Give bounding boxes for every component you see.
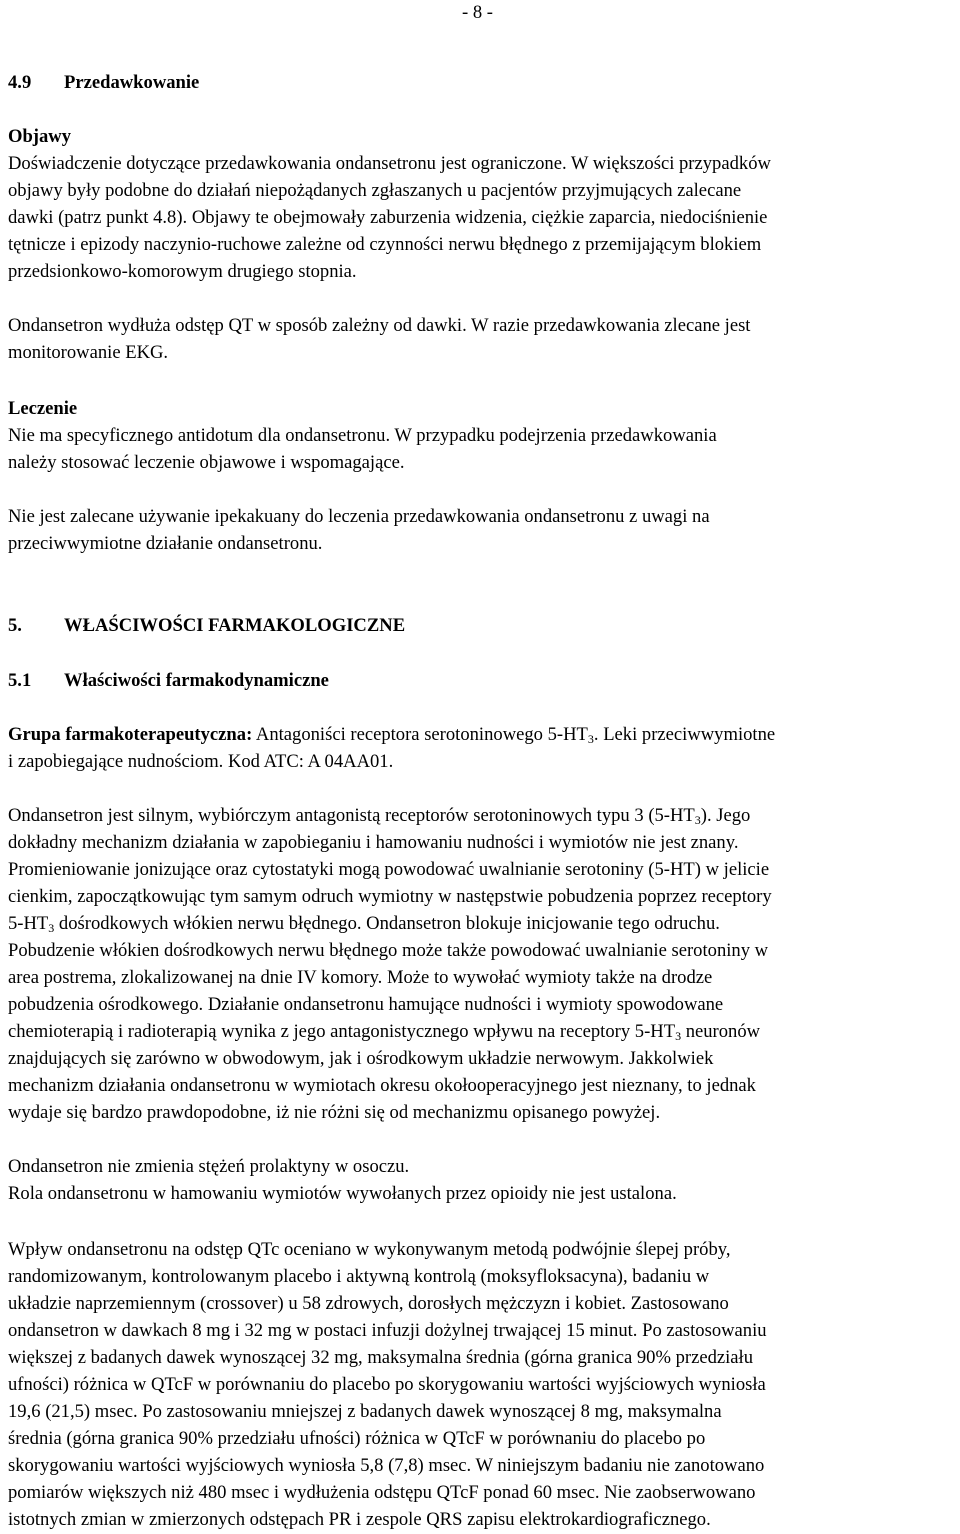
paragraph-line: objawy były podobne do działań niepożądanych zgłaszanych u pacjentów przyjmujących zalecane [8,180,742,201]
grupa-line [8,722,775,749]
grupa-text: Antagoniści receptora serotoninowego 5-HT [252,724,588,745]
text-span: dośrodkowych włókien nerwu błędnego. Ondansetron blokuje inicjowanie tego odruchu. [54,913,720,934]
paragraph-line: Pobudzenie włókien dośrodkowych nerwu błędnego może także powodować uwalnianie serotoniny w [8,940,769,961]
paragraph-line [8,1019,760,1046]
grupa-label: Grupa farmakoterapeutyczna: [8,724,253,745]
paragraph-line: większej z badanych dawek wynoszącej 32 mg, maksymalna średnia (górna granica 90% przedziału [8,1347,754,1368]
subscript: 3 [587,732,594,746]
paragraph-line: Rola ondansetronu w hamowaniu wymiotów wywołanych przez opioidy nie jest ustalona. [8,1183,677,1204]
text-span: Ondansetron jest silnym, wybiórczym antagonistą receptorów serotoninowych typu 3 (5-HT [8,805,695,826]
paragraph-line: wydaje się bardzo prawdopodobne, iż nie różni się od mechanizmu opisanego powyżej. [8,1102,661,1123]
paragraph-line: i zapobiegające nudnościom. Kod ATC: A 04AA01. [8,751,394,772]
paragraph-line: dokładny mechanizm działania w zapobieganiu i hamowaniu nudności i wymiotów nie jest znany. [8,832,739,853]
paragraph-line: skorygowaniu wartości wyjściowych wyniosła 5,8 (7,8) msec. W niniejszym badaniu nie zanotowano [8,1455,765,1476]
paragraph-line [8,911,720,938]
subscript: 3 [694,813,701,827]
section-5-heading [8,613,405,640]
paragraph-line: mechanizm działania ondansetronu w wymiotach okresu okołooperacyjnego jest nieznany, to jednak [8,1075,756,1096]
text-span: neuronów [681,1021,761,1042]
paragraph-line: Nie ma specyficznego antidotum dla ondansetronu. W przypadku podejrzenia przedawkowania [8,425,717,446]
paragraph-line: monitorowanie EKG. [8,342,169,363]
paragraph-line: układzie naprzemiennym (crossover) u 58 zdrowych, dorosłych mężczyzn i kobiet. Zastosowano [8,1293,729,1314]
paragraph-line: przedsionkowo-komorowym drugiego stopnia. [8,261,357,282]
paragraph-line: dawki (patrz punkt 4.8). Objawy te obejmowały zaburzenia widzenia, ciężkie zaparcia, niedociśnienie [8,207,768,228]
subscript: 3 [675,1029,682,1043]
paragraph-line: 19,6 (21,5) msec. Po zastosowaniu mniejszej z badanych dawek wynoszącej 8 mg, maksymalna [8,1401,722,1422]
section-title: Właściwości farmakodynamiczne [64,670,329,691]
paragraph-line: przeciwwymiotne działanie ondansetronu. [8,533,323,554]
grupa-text: . Leki przeciwwymiotne [593,724,776,745]
paragraph-line: ufności) różnica w QTcF w porównaniu do placebo po skorygowaniu wartości wyjściowych wyniosła [8,1374,766,1395]
paragraph-line: pomiarów większych niż 480 msec i wydłużenia odstępu QTcF ponad 60 msec. Nie zaobserwowano [8,1482,756,1503]
subscript: 3 [48,921,55,935]
section-5-1-heading [8,668,329,695]
paragraph-line: Promieniowanie jonizujące oraz cytostatyki mogą powodować uwalnianie serotoniny (5-HT) w jelicie [8,859,770,880]
text-span: ). Jego [700,805,751,826]
text-span: chemioterapią i radioterapią wynika z jego antagonistycznego wpływu na receptory 5-HT [8,1021,676,1042]
paragraph-line: ondansetron w dawkach 8 mg i 32 mg w postaci infuzji dożylnej trwającej 15 minut. Po zastosowaniu [8,1320,767,1341]
section-number: 5. [8,615,22,636]
objawy-heading: Objawy [8,126,72,147]
paragraph-line: Doświadczenie dotyczące przedawkowania ondansetronu jest ograniczone. W większości przypadków [8,153,771,174]
paragraph-line: area postrema, zlokalizowanej na dnie IV komory. Może to wywołać wymioty także na drodze [8,967,713,988]
section-4-9-heading [8,70,199,97]
paragraph-line: Wpływ ondansetronu na odstęp QTc oceniano w wykonywanym metodą podwójnie ślepej próby, [8,1239,731,1260]
paragraph-line: znajdujących się zarówno w obwodowym, jak i ośrodkowym układzie nerwowym. Jakkolwiek [8,1048,714,1069]
paragraph-line: pobudzenia ośrodkowego. Działanie ondansetronu hamujące nudności i wymioty spowodowane [8,994,724,1015]
section-number: 5.1 [8,670,32,691]
paragraph-line: należy stosować leczenie objawowe i wspomagające. [8,452,405,473]
page-number: - 8 - [462,2,493,23]
leczenie-heading: Leczenie [8,398,78,419]
paragraph-line [8,803,750,830]
paragraph-line: cienkim, zapoczątkowując tym samym odruch wymiotny w następstwie pobudzenia poprzez receptory [8,886,772,907]
paragraph-line: istotnych zmian w zmierzonych odstępach PR i zespole QRS zapisu elektrokardiograficznego. [8,1509,711,1530]
text-span: 5-HT [8,913,49,934]
paragraph-line: Ondansetron wydłuża odstęp QT w sposób zależny od dawki. W razie przedawkowania zlecane jest [8,315,751,336]
section-title: WŁAŚCIWOŚCI FARMAKOLOGICZNE [64,615,406,636]
paragraph-line: randomizowanym, kontrolowanym placebo i aktywną kontrolą (moksyfloksacyna), badaniu w [8,1266,710,1287]
paragraph-line: średnia (górna granica 90% przedziału ufności) różnica w QTcF w porównaniu do placebo po [8,1428,706,1449]
paragraph-line: Ondansetron nie zmienia stężeń prolaktyny w osoczu. [8,1156,410,1177]
section-title: Przedawkowanie [64,72,200,93]
paragraph-line: Nie jest zalecane używanie ipekakuany do leczenia przedawkowania ondansetronu z uwagi na [8,506,710,527]
section-number: 4.9 [8,72,32,93]
paragraph-line: tętnicze i epizody naczynio-ruchowe zależne od czynności nerwu błędnego z przemijającym blokiem [8,234,762,255]
